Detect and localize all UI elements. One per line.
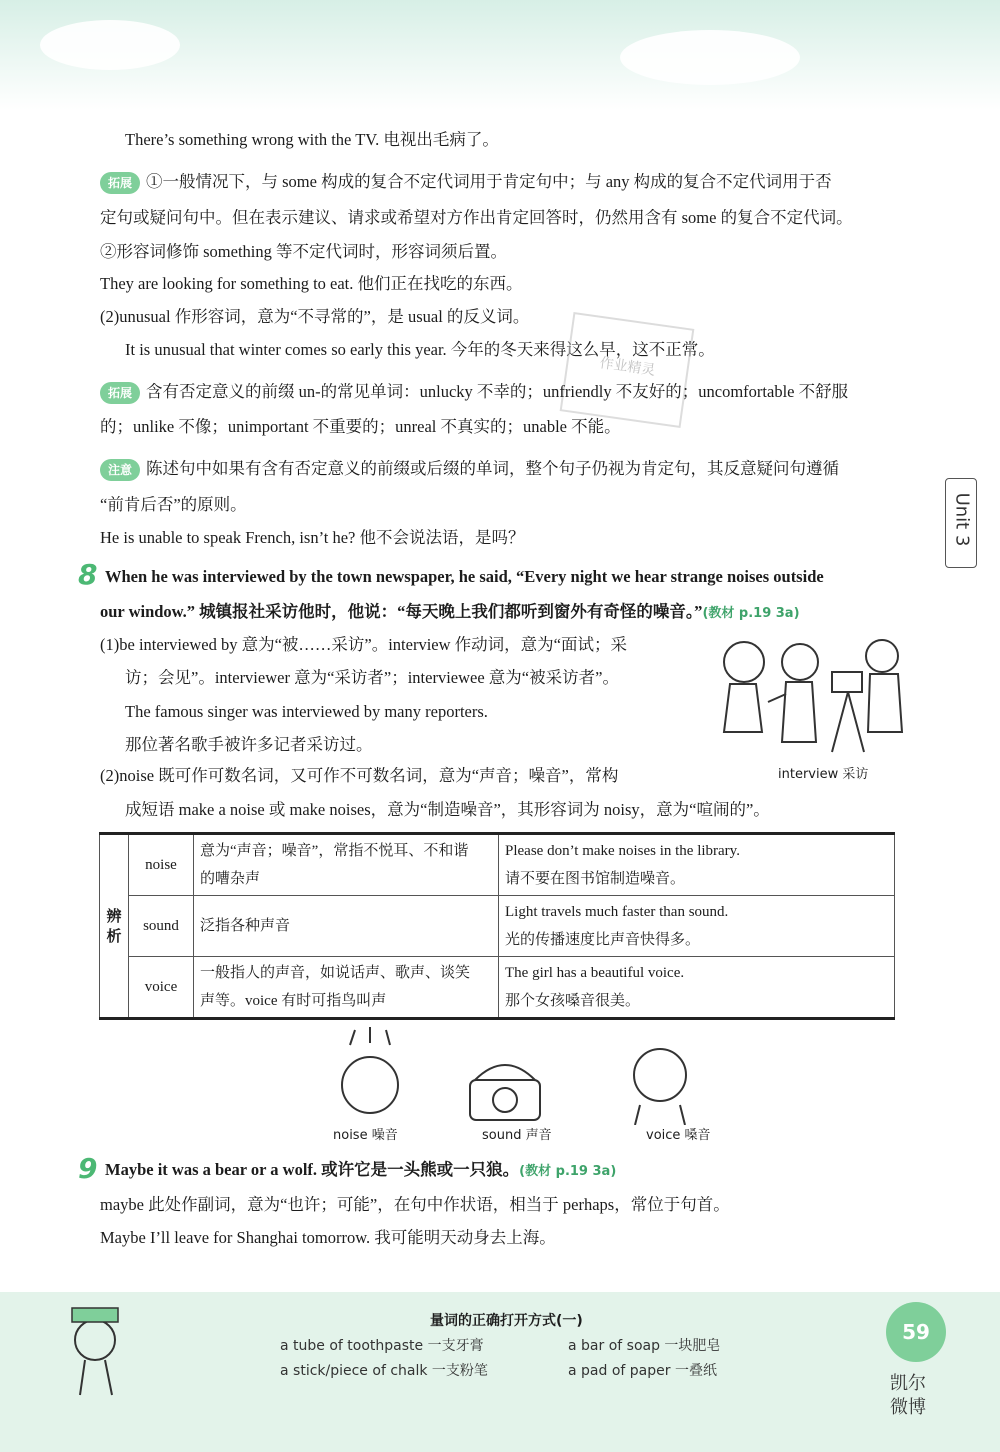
watermark-stamp: 作业精灵 [560, 312, 695, 428]
point-text: 成短语 make a noise 或 make noises，意为“制造噪音”，其形容词为 noisy，意为“喧闹的”。 [125, 800, 770, 819]
attention-badge: 注意 [100, 459, 140, 481]
item-9-heading: Maybe it was a bear or a wolf. 或许它是一头熊或一只狼。(教材 p.19 3a) [105, 1160, 617, 1179]
table-example: The girl has a beautiful voice. 那个女孩嗓音很美。 [499, 957, 895, 1019]
example-sentence: Maybe I’ll leave for Shanghai tomorrow. 我可能明天动身去上海。 [100, 1228, 556, 1247]
interview-caption: interview 采访 [778, 767, 869, 782]
point-text: (1)be interviewed by 意为“被……采访”。interview 作动词，意为“面试；采 [100, 635, 627, 654]
extension-note: 拓展 含有否定意义的前缀 un-的常见单词：unlucky 不幸的；unfriendly 不友好的；uncomfortable 不舒服 [100, 380, 848, 404]
interview-illustration [712, 632, 922, 758]
footer-item: a tube of toothpaste 一支牙膏 [280, 1338, 484, 1354]
footer-item: a pad of paper 一叠纸 [568, 1363, 717, 1379]
footer-item: a stick/piece of chalk 一支粉笔 [280, 1363, 488, 1379]
voice-caption: voice 嗓音 [646, 1128, 711, 1143]
boy-reading-illustration [50, 1300, 160, 1400]
point-text: (2)unusual 作形容词，意为“不寻常的”，是 usual 的反义词。 [100, 307, 530, 326]
table-example: Please don’t make noises in the library. 请不要在图书馆制造噪音。 [499, 834, 895, 896]
publisher-logo: 凯尔微博 [890, 1373, 926, 1418]
table-word: noise [129, 834, 194, 896]
table-label: 辨析 [100, 834, 129, 1019]
table-description: 意为“声音；噪音”，常指不悦耳、不和谐 的嘈杂声 [194, 834, 499, 896]
point-text: (2)noise 既可作可数名词，又可作不可数名词，意为“声音；噪音”，常构 [100, 766, 619, 785]
cloud-decoration [40, 20, 180, 70]
table-word: voice [129, 957, 194, 1019]
textbook-reference: (教材 p.19 3a) [519, 1164, 617, 1179]
example-sentence: He is unable to speak French, isn’t he? 他不会说法语，是吗？ [100, 528, 525, 547]
extension-note-line: 定句或疑问句中。但在表示建议、请求或希望对方作出肯定回答时，仍然用含有 some 的复合不定代词。 [100, 208, 853, 227]
footer-title: 量词的正确打开方式(一) [430, 1313, 583, 1329]
item-8-heading: our window.” 城镇报社采访他时，他说：“每天晚上我们都听到窗外有奇怪的噪音。”(教材 p.19 3a) [100, 602, 800, 621]
example-translation: 那位著名歌手被许多记者采访过。 [125, 735, 373, 754]
sound-illustrations [310, 1025, 700, 1125]
example-sentence: It is unusual that winter comes so early this year. 今年的冬天来得这么早，这不正常。 [125, 340, 715, 359]
extension-badge: 拓展 [100, 172, 140, 194]
comparison-table [99, 832, 895, 1020]
table-description: 一般指人的声音，如说话声、歌声、谈笑 声等。voice 有时可指鸟叫声 [194, 957, 499, 1019]
sound-caption: sound 声音 [482, 1128, 552, 1143]
table-word: sound [129, 896, 194, 957]
example-sentence: They are looking for something to eat. 他们正在找吃的东西。 [100, 274, 523, 293]
item-number-8: 8 [78, 558, 98, 591]
extension-note-line: ②形容词修饰 something 等不定代词时，形容词须后置。 [100, 242, 507, 261]
page-number: 59 [886, 1302, 946, 1362]
noise-caption: noise 噪音 [333, 1128, 398, 1143]
example-sentence: There’s something wrong with the TV. 电视出毛病了。 [125, 130, 499, 149]
extension-note-line: 的；unlike 不像；unimportant 不重要的；unreal 不真实的；unable 不能。 [100, 417, 621, 436]
table-example: Light travels much faster than sound. 光的传播速度比声音快得多。 [499, 896, 895, 957]
textbook-reference: (教材 p.19 3a) [702, 606, 800, 621]
table-description: 泛指各种声音 [194, 896, 499, 957]
unit-tab: Unit 3 [945, 478, 977, 568]
point-text: 访；会见”。interviewer 意为“采访者”；interviewee 意为“被采访者”。 [125, 668, 619, 687]
cloud-decoration [620, 30, 800, 85]
attention-note-line: “前肯后否”的原则。 [100, 495, 247, 514]
item-number-9: 9 [78, 1152, 98, 1185]
extension-note: 拓展 ①一般情况下，与 some 构成的复合不定代词用于肯定句中；与 any 构成的复合不定代词用于否 [100, 170, 832, 194]
example-sentence: The famous singer was interviewed by many reporters. [125, 702, 488, 721]
item-8-heading: When he was interviewed by the town newspaper, he said, “Every night we hear strange noises outside [105, 567, 824, 586]
point-text: maybe 此处作副词，意为“也许；可能”，在句中作状语，相当于 perhaps，常位于句首。 [100, 1195, 730, 1214]
footer-item: a bar of soap 一块肥皂 [568, 1338, 721, 1354]
attention-note: 注意 陈述句中如果有含有否定意义的前缀或后缀的单词，整个句子仍视为肯定句，其反意疑问句遵循 [100, 457, 839, 481]
extension-badge: 拓展 [100, 382, 140, 404]
